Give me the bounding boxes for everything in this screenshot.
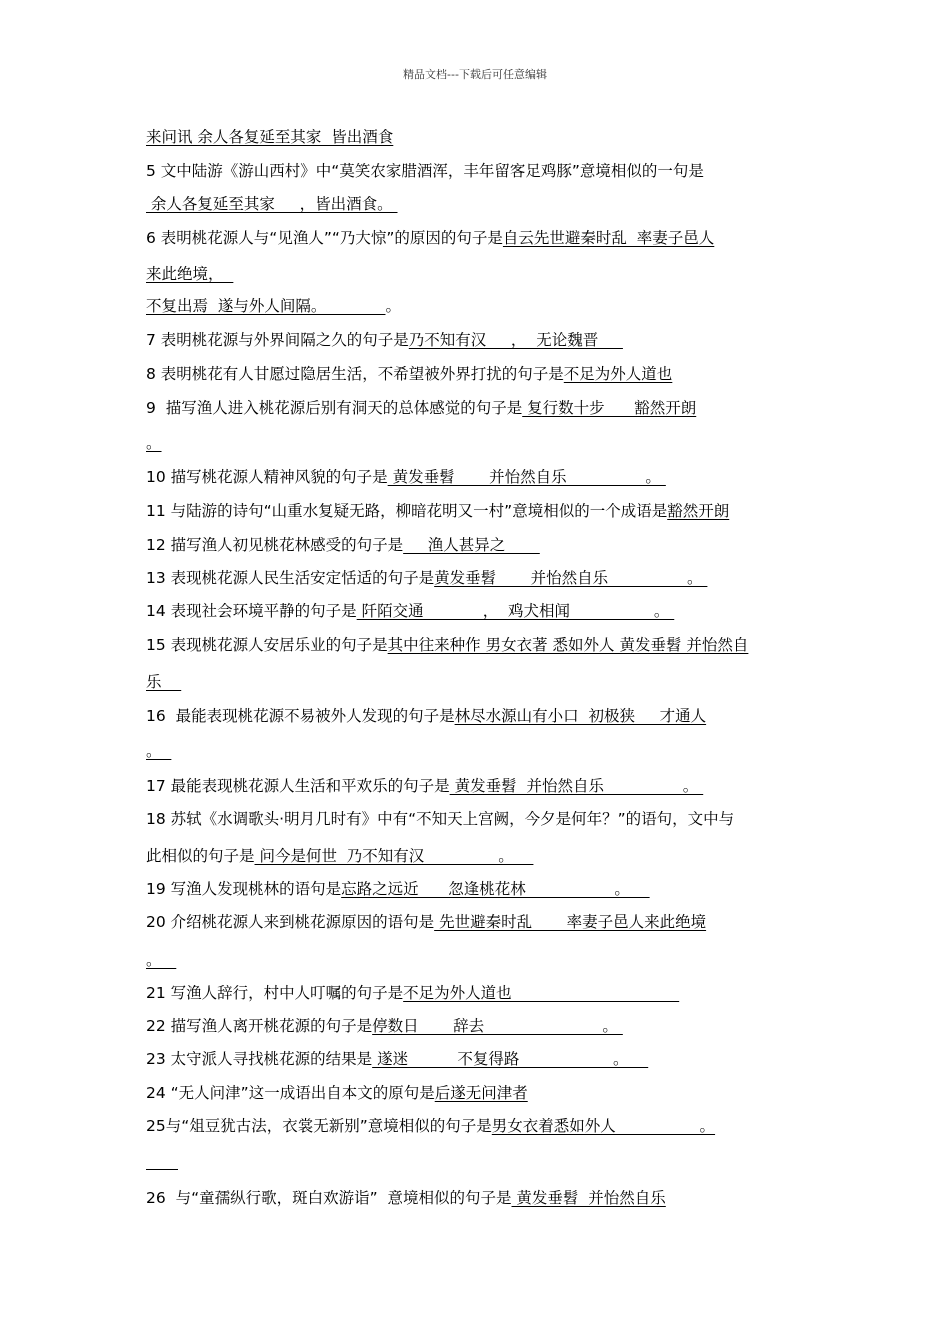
text-line xyxy=(146,296,401,316)
question: 19 写渔人发现桃林的语句是 xyxy=(146,880,342,898)
answer: 后遂无问津者 xyxy=(434,1084,528,1102)
answer: 乐 xyxy=(146,673,182,691)
text-line xyxy=(146,330,623,350)
answer: 来此绝境， xyxy=(146,265,234,283)
answer: 黄发垂髫 并怡然自乐 。 xyxy=(434,569,708,587)
question: 8 表明桃花有人甘愿过隐居生活，不希望被外界打扰的句子是 xyxy=(146,365,564,383)
text-line xyxy=(146,161,704,181)
text-line xyxy=(146,741,171,761)
question: 5 文中陆游《游山西村》中“莫笑农家腊酒浑，丰年留客足鸡豚”意境相似的一句是 xyxy=(146,162,704,180)
answer: 先世避秦时乱 率妻子邑人来此绝境 xyxy=(434,913,707,931)
text-line xyxy=(146,1016,623,1036)
text-line xyxy=(146,264,233,284)
text-line xyxy=(146,1188,666,1208)
question: 20 介绍桃花源人来到桃花源原因的语句是 xyxy=(146,913,435,931)
answer: 停数日 辞去 。 xyxy=(372,1017,623,1035)
answer: 不足为外人道也 xyxy=(403,984,680,1002)
question: 9 描写渔人进入桃花源后别有洞天的总体感觉的句子是 xyxy=(146,399,523,417)
text-line xyxy=(146,535,540,555)
blank-rule xyxy=(146,1169,178,1170)
answer: 豁然开朗 xyxy=(667,502,730,520)
text-line xyxy=(146,398,696,418)
question: 15 表现桃花源人安居乐业的句子是 xyxy=(146,636,388,654)
text-line xyxy=(146,950,176,970)
text-line xyxy=(146,194,398,214)
text-line xyxy=(146,433,162,453)
text-line xyxy=(146,846,533,866)
text-line xyxy=(146,879,650,899)
answer: 男女衣着悉如外人 。 xyxy=(491,1117,716,1135)
question: 22 描写渔人离开桃花源的句子是 xyxy=(146,1017,373,1035)
text-line xyxy=(146,1083,528,1103)
text-line xyxy=(146,1116,715,1136)
answer: 黄发垂髫 并怡然自乐 xyxy=(511,1189,666,1207)
text-line xyxy=(146,568,707,588)
answer: 。 xyxy=(146,951,177,969)
answer: 。 xyxy=(146,742,172,760)
question: 26 与“童孺纵行歌，斑白欢游诣” 意境相似的句子是 xyxy=(146,1189,512,1207)
answer: 复行数十步 豁然开朗 xyxy=(522,399,697,417)
text-line xyxy=(146,228,714,248)
text-line xyxy=(146,467,666,487)
answer: 林尽水源山有小口 初极狭 才通人 xyxy=(454,707,707,725)
text-line xyxy=(146,601,674,621)
question: 24 “无人问津”这一成语出自本文的原句是 xyxy=(146,1084,435,1102)
answer: 忘路之远近 忽逢桃花林 。 xyxy=(341,880,650,898)
answer: 余人各复延至其家 ，皆出酒食。 xyxy=(146,195,398,213)
question: 21 写渔人辞行，村中人叮嘱的句子是 xyxy=(146,984,404,1002)
question: 18 苏轼《水调歌头·明月几时有》中有“不知天上宫阙，今夕是何年？”的语句，文中与 xyxy=(146,810,735,828)
answer: 乃不知有汉 ， 无论魏晋 xyxy=(408,331,623,349)
text-line xyxy=(146,635,748,655)
question: 7 表明桃花源与外界间隔之久的句子是 xyxy=(146,331,409,349)
question: 11 与陆游的诗句“山重水复疑无路，柳暗花明又一村”意境相似的一个成语是 xyxy=(146,502,668,520)
question: 16 最能表现桃花源不易被外人发现的句子是 xyxy=(146,707,455,725)
text-line xyxy=(146,501,729,521)
question: 25与“俎豆犹古法，衣裳无新别”意境相似的句子是 xyxy=(146,1117,492,1135)
text-line xyxy=(146,983,679,1003)
text-line xyxy=(146,809,734,829)
text-line xyxy=(146,364,672,384)
question: 14 表现社会环境平静的句子是 xyxy=(146,602,357,620)
answer: 不复出焉 遂与外人间隔。 xyxy=(146,297,386,315)
text-line xyxy=(146,912,706,932)
question: 13 表现桃花源人民生活安定恬适的句子是 xyxy=(146,569,435,587)
answer: 黄发垂髫 并怡然自乐 。 xyxy=(387,468,666,486)
answer: 阡陌交通 ， 鸡犬相闻 。 xyxy=(356,602,675,620)
answer: 其中往来种作 男女衣著 悉如外人 黄发垂髫 并怡然自 xyxy=(387,636,749,654)
question: 10 描写桃花源人精神风貌的句子是 xyxy=(146,468,388,486)
text-line xyxy=(146,706,706,726)
question: 12 描写渔人初见桃花林感受的句子是 xyxy=(146,536,404,554)
page-header: 精品文档---下载后可任意编辑 xyxy=(403,68,547,81)
answer: 遂迷 不复得路 。 xyxy=(372,1050,649,1068)
question: 17 最能表现桃花源人生活和平欢乐的句子是 xyxy=(146,777,450,795)
answer: 问今是何世 乃不知有汉 。 xyxy=(254,847,534,865)
text-line xyxy=(146,1049,648,1069)
answer-end: 。 xyxy=(385,297,401,315)
answer: 黄发垂髫 并怡然自乐 。 xyxy=(449,777,704,795)
question: 此相似的句子是 xyxy=(146,847,255,865)
text-line xyxy=(146,776,703,796)
answer: 。 xyxy=(146,434,162,452)
text-line xyxy=(146,672,181,692)
answer: 渔人甚异之 xyxy=(403,536,540,554)
question: 6 表明桃花源人与“见渔人”“乃大惊”的原因的句子是 xyxy=(146,229,503,247)
answer: 不足为外人道也 xyxy=(563,365,673,383)
answer: 来问讯 余人各复延至其家 皆出酒食 xyxy=(146,128,394,146)
answer: 自云先世避秦时乱 率妻子邑人 xyxy=(502,229,715,247)
question: 23 太守派人寻找桃花源的结果是 xyxy=(146,1050,373,1068)
text-line xyxy=(146,127,393,147)
